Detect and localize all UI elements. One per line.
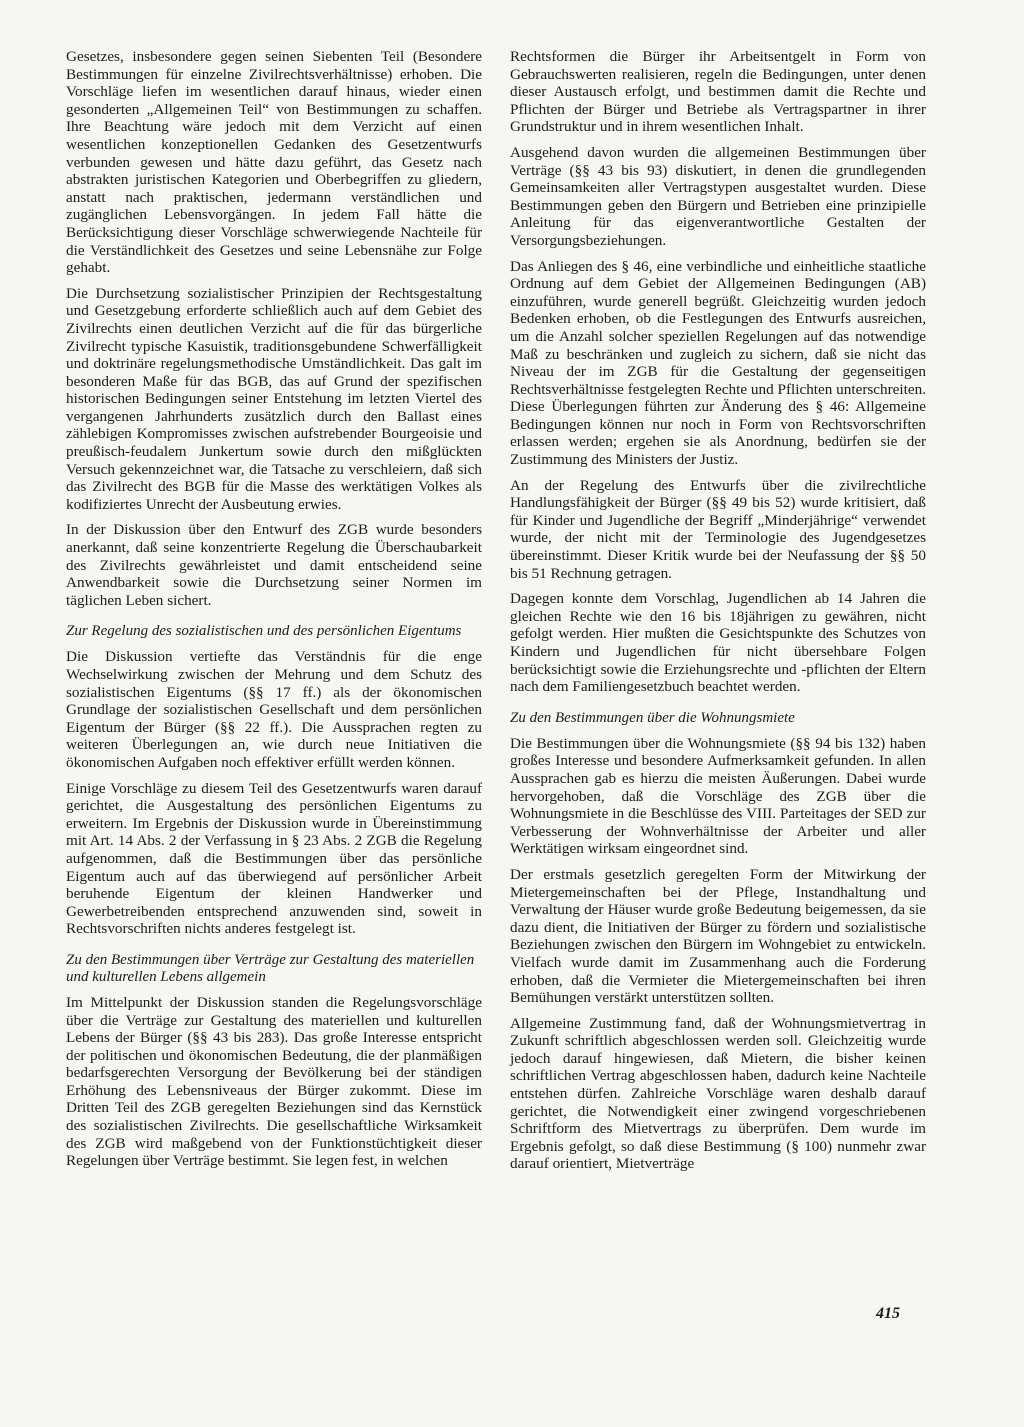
section-heading: Zu den Bestimmungen über Verträge zur Gestaltung des materiellen und kulturellen Lebens allgemein — [66, 951, 475, 985]
paragraph: Die Durchsetzung sozialistischer Prinzipien der Rechtsgestaltung und Gesetzgebung erforderte schließlich auch auf dem Gebiet des Zivilrechts einen deutlichen Verzicht auf die für das bürgerliche Zivilrecht typische Kasuistik, traditionsgebundene Schwerfälligkeit und doktrinäre regelungsmethodische Umständlichkeit. Das galt im besonderen Maße für das BGB, das auf Grund der spezifischen historischen Bedingungen seiner Entstehung im letzten Viertel des vergangenen Jahrhunderts zusätzlich durch den Ballast eines zählebigen Kompromisses zwischen aufstrebender Bourgeoisie und preußisch-feudalem Junkertum sowie durch den mißglückten Versuch gekennzeichnet war, die Tatsache zu verschleiern, daß sich das Zivilrecht des BGB für die Masse des werktätigen Volkes als kodifiziertes Unrecht der Ausbeutung erwies. — [66, 284, 482, 513]
paragraph: Die Bestimmungen über die Wohnungsmiete (§§ 94 bis 132) haben großes Interesse und besondere Aufmerksamkeit gefunden. In allen Aussprachen gab es hierzu die meisten Äußerungen. Dabei wurde hervorgehoben, daß die Vorschläge des ZGB über die Wohnungsmiete in die Beschlüsse des VIII. Parteitages der SED zur Verbesserung der Wohnverhältnisse der Arbeiter und aller Werktätigen wirksam eingeordnet sind. — [510, 734, 926, 858]
left-column — [66, 48, 482, 1178]
paragraph: Rechtsformen die Bürger ihr Arbeitsentgelt in Form von Gebrauchswerten realisieren, regeln die Bedingungen, unter denen dieser Austausch erfolgt, und bestimmen damit die Rechte und Pflichten der Bürger und Betriebe als Vertragspartner in ihrer Grundstruktur und in ihrem wesentlichen Inhalt. — [510, 48, 926, 136]
paragraph: Gesetzes, insbesondere gegen seinen Siebenten Teil (Besondere Bestimmungen für einzelne Zivilrechtsverhältnisse) erhoben. Die Vorschläge liefen im wesentlichen darauf hinaus, wieder einen gesonderten „Allgemeinen Teil“ von Bestimmungen zu schaffen. Ihre Beachtung wäre jedoch mit dem Verzicht auf einen wesentlichen konzeptionellen Gedanken des Gesetzentwurfs verbunden gewesen und hätte dazu geführt, das Gesetz nach abstrakten juristischen Kategorien und Oberbegriffen zu gliedern, anstatt nach praktischen, jedermann verständlichen und zugänglichen Lebensvorgängen. In jedem Fall hätte die Berücksichtigung dieser Vorschläge schwerwiegende Nachteile für die Verständlichkeit des Gesetzes und seine Lebensnähe zur Folge gehabt. — [66, 48, 482, 277]
section-heading: Zu den Bestimmungen über die Wohnungsmiete — [510, 709, 795, 726]
paragraph: Der erstmals gesetzlich geregelten Form der Mitwirkung der Mietergemeinschaften bei der Pflege, Instandhaltung und Verwaltung der Häuser wurde große Bedeutung beigemessen, da sie dazu dient, die Initiativen der Bürger zu fördern und sozialistische Beziehungen zwischen den Bürgern im Wohngebiet zu entwickeln. Vielfach wurde damit im Zusammenhang auch die Forderung erhoben, daß die Vermieter die Mietergemeinschaften bei ihren Bemühungen verstärkt unterstützen sollten. — [510, 865, 926, 1007]
paragraph: Dagegen konnte dem Vorschlag, Jugendlichen ab 14 Jahren die gleichen Rechte wie den 16 bis 18jährigen zu gewähren, nicht gefolgt werden. Hier mußten die Gesichtspunkte des Schutzes von Kindern und Jugendlichen für nicht übersehbare Folgen berücksichtigt sowie die Erziehungsrechte und -pflichten der Eltern nach dem Familiengesetzbuch beachtet werden. — [510, 590, 926, 696]
right-column — [510, 48, 926, 1181]
page-number: 415 — [876, 1305, 900, 1322]
paragraph: In der Diskussion über den Entwurf des ZGB wurde besonders anerkannt, daß seine konzentrierte Regelung die Überschaubarkeit des Zivilrechts gewährleistet und damit entscheidend seine Anwendbarkeit sowie die Durchsetzung seiner Normen im täglichen Leben sichert. — [66, 521, 482, 609]
section-heading: Zur Regelung des sozialistischen und des persönlichen Eigentums — [66, 623, 462, 640]
paragraph: An der Regelung des Entwurfs über die zivilrechtliche Handlungsfähigkeit der Bürger (§§ 49 bis 52) wurde kritisiert, daß für Kinder und Jugendliche der Begriff „Minderjährige“ verwendet wurde, der nicht mit der Terminologie des Jugendgesetzes übereinstimmt. Dieser Kritik wurde bei der Neufassung der §§ 50 bis 51 Rechnung getragen. — [510, 476, 926, 582]
paragraph: Einige Vorschläge zu diesem Teil des Gesetzentwurfs waren darauf gerichtet, die Ausgestaltung des persönlichen Eigentums zu erweitern. Im Ergebnis der Diskussion wurde in Übereinstimmung mit Art. 14 Abs. 2 der Verfassung in § 23 Abs. 2 ZGB die Regelung aufgenommen, daß die Bestimmungen über das persönliche Eigentum auch auf das überwiegend auf persönlicher Arbeit beruhende Eigentum der kleinen Handwerker und Gewerbetreibenden entsprechend anzuwenden sind, soweit in Rechtsvorschriften nichts anderes festgelegt ist. — [66, 779, 482, 938]
paragraph: Das Anliegen des § 46, eine verbindliche und einheitliche staatliche Ordnung auf dem Gebiet der Allgemeinen Bedingungen (AB) einzuführen, wurde generell begrüßt. Gleichzeitig wurden jedoch Bedenken erhoben, ob die Festlegungen des Entwurfs ausreichen, um die Anzahl solcher speziellen Regelungen auf das notwendige Maß zu beschränken und zugleich zu sichern, daß sie nicht das Niveau der im ZGB für die Gestaltung der gegenseitigen Rechtsverhältnisse festgelegten Rechte und Pflichten unterschreiten. Diese Überlegungen führten zur Änderung des § 46: Allgemeine Bedingungen können nur noch in Form von Rechtsvorschriften erlassen werden; ergehen sie als Anordnung, bedürfen sie der Zustimmung des Ministers der Justiz. — [510, 257, 926, 469]
paragraph: Im Mittelpunkt der Diskussion standen die Regelungsvorschläge über die Verträge zur Gestaltung des materiellen und kulturellen Lebens der Bürger (§§ 43 bis 283). Das große Interesse entspricht der politischen und ökonomischen Bedeutung, die der planmäßigen bedarfsgerechten Versorgung der Bevölkerung bei der ständigen Erhöhung des Lebensniveaus der Bürger zukommt. Diese im Dritten Teil des ZGB geregelten Beziehungen sind das Kernstück des sozialistischen Zivilrechts. Die gesellschaftliche Wirksamkeit des ZGB wird maßgebend von der Funktionstüchtigkeit dieser Regelungen über Verträge bestimmt. Sie legen fest, in welchen — [66, 993, 482, 1170]
paragraph: Ausgehend davon wurden die allgemeinen Bestimmungen über Verträge (§§ 43 bis 93) diskutiert, in denen die grundlegenden Gemeinsamkeiten aller Vertragstypen ausgestaltet wurden. Diese Bestimmungen geben den Bürgern und Betrieben eine prinzipielle Anleitung für das eigenverantwortliche Gestalten der Versorgungsbeziehungen. — [510, 143, 926, 249]
paragraph: Die Diskussion vertiefte das Verständnis für die enge Wechselwirkung zwischen der Mehrung und dem Schutz des sozialistischen Eigentums (§§ 17 ff.) als der ökonomischen Grundlage der sozialistischen Gesellschaft und dem persönlichen Eigentum der Bürger (§§ 22 ff.). Die Aussprachen regten zu weiteren Überlegungen an, wie durch neue Initiativen die ökonomischen Aufgaben noch effektiver erfüllt werden können. — [66, 648, 482, 771]
paragraph: Allgemeine Zustimmung fand, daß der Wohnungsmietvertrag in Zukunft schriftlich abgeschlossen werden soll. Gleichzeitig wurde jedoch darauf hingewiesen, daß Mietern, die bisher keinen schriftlichen Vertrag abgeschlossen haben, dadurch keine Nachteile entstehen dürfen. Zahlreiche Vorschläge waren deshalb darauf gerichtet, die Notwendigkeit einer zwingend vorgeschriebenen Schriftform des Mietvertrags zu überprüfen. Dem wurde im Ergebnis gefolgt, so daß diese Bestimmung (§ 100) nunmehr zwar darauf orientiert, Mietverträge — [510, 1014, 926, 1173]
